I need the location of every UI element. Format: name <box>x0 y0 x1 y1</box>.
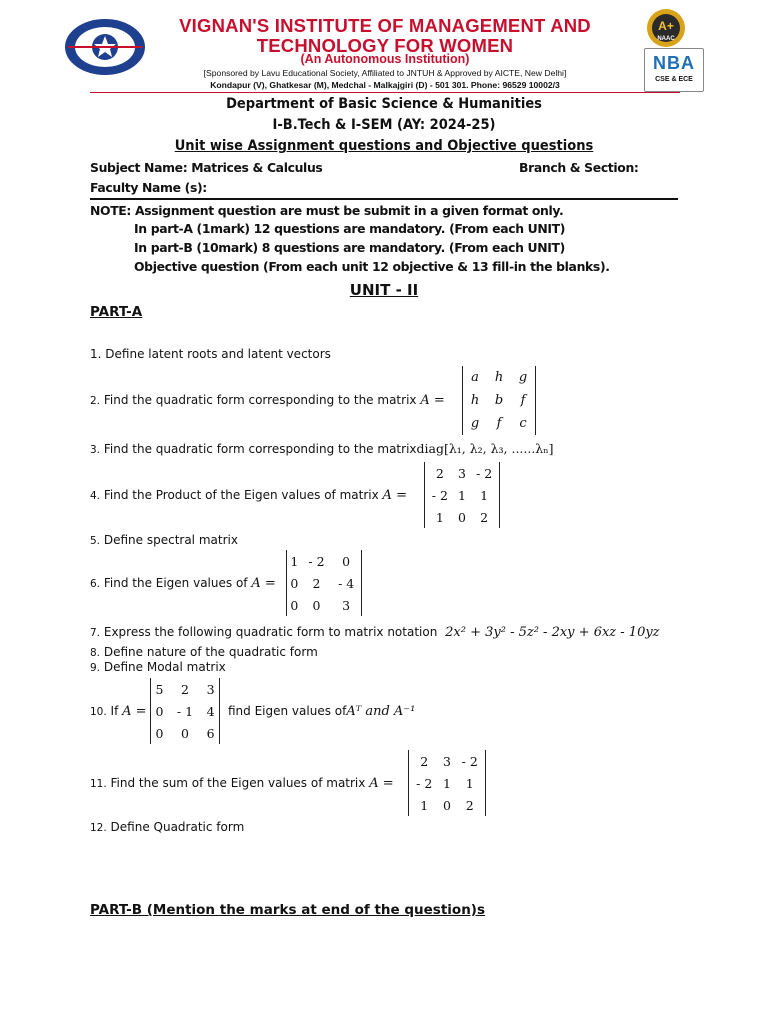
question-text: Define latent roots and latent vectors <box>105 347 331 361</box>
question-2 <box>90 393 445 408</box>
note-line-3: In part-B (10mark) 8 questions are mandatory. (From each UNIT) <box>134 240 565 255</box>
part-a-heading: PART-A <box>90 304 143 320</box>
question-8 <box>90 645 318 659</box>
naac-label-text: NAAC <box>657 36 675 42</box>
question-pre: If <box>110 704 119 718</box>
question-number: 6. <box>90 578 101 590</box>
question-number: 8. <box>90 647 101 659</box>
question-7 <box>90 625 660 640</box>
question-text: Find the quadratic form corresponding to the matrix <box>103 442 417 456</box>
question-text: find Eigen values of <box>228 704 347 718</box>
question-9 <box>90 660 226 674</box>
question-text: Express the following quadratic form to matrix notation <box>103 625 438 639</box>
question-10 <box>90 704 147 719</box>
diag-expression: diag[λ₁, λ₂, λ₃, ......λₙ] <box>416 441 554 456</box>
question-number: 7. <box>90 627 101 639</box>
part-b-heading: PART-B (Mention the marks at end of the question)s <box>90 902 486 918</box>
note-line-1: NOTE: Assignment question are must be submit in a given format only. <box>90 203 564 218</box>
question-number: 5. <box>90 535 101 547</box>
question-number: 3. <box>90 444 101 456</box>
matrix-lhs: A = <box>122 704 147 719</box>
nba-caption: CSE & ECE <box>655 76 693 83</box>
matrix-q10: 5 2 3 0 - 1 4 0 0 6 <box>150 678 220 744</box>
question-5 <box>90 533 238 547</box>
quadratic-expression: 2x² + 3y² - 5z² - 2xy + 6xz - 10yz <box>445 625 660 640</box>
question-number: 4. <box>90 490 101 502</box>
question-text: Find the quadratic form corresponding to the matrix <box>103 393 417 407</box>
question-6 <box>90 576 276 591</box>
matrix-q6: 1 - 2 0 0 2 - 4 0 0 3 <box>286 550 362 616</box>
autonomous-label: (An Autonomous Institution) <box>300 52 470 66</box>
document-title: Unit wise Assignment questions and Objective questions <box>174 138 594 154</box>
note-line-4: Objective question (From each unit 12 objective & 13 fill-in the blanks). <box>134 259 610 274</box>
note-line-2: In part-A (1mark) 12 questions are mandatory. (From each UNIT) <box>134 221 566 236</box>
transpose-inverse-expression: Aᵀ and A⁻¹ <box>346 704 416 719</box>
matrix-lhs: A = <box>420 393 445 408</box>
matrix-lhs: A = <box>251 576 276 591</box>
matrix-lhs: A = <box>369 776 394 791</box>
question-1 <box>90 347 331 361</box>
question-text: Find the Eigen values of <box>103 576 248 590</box>
header-divider <box>90 92 680 93</box>
question-text: Find the sum of the Eigen values of matrix <box>110 776 366 790</box>
question-11 <box>90 776 394 791</box>
question-12 <box>90 820 244 834</box>
naac-grade-text: A+ <box>658 19 674 33</box>
address-line: Kondapur (V), Ghatkesar (M), Medchal - Malkajgiri (D) - 501 301. Phone: 96529 10002/3 <box>210 80 560 90</box>
nba-badge <box>644 48 704 92</box>
institute-name-line2: TECHNOLOGY FOR WOMEN <box>256 35 514 56</box>
question-text: Define Quadratic form <box>110 820 245 834</box>
matrix-q4: 2 3 - 2 - 2 1 1 1 0 2 <box>424 462 500 528</box>
question-10-tail <box>228 704 415 719</box>
branch-section: Branch & Section: <box>519 160 639 175</box>
department-heading: Department of Basic Science & Humanities <box>226 96 542 112</box>
matrix-q2: a h g h b f g f c <box>462 366 536 435</box>
question-text: Define Modal matrix <box>103 660 226 674</box>
institute-name <box>150 16 620 56</box>
question-number: 2. <box>90 395 101 407</box>
program-heading: I-B.Tech & I-SEM (AY: 2024-25) <box>272 117 496 133</box>
question-text: Find the Product of the Eigen values of matrix <box>103 488 379 502</box>
question-text: Define spectral matrix <box>103 533 238 547</box>
naac-badge <box>643 8 689 48</box>
unit-heading: UNIT - II <box>349 281 419 299</box>
question-number: 10. <box>90 706 107 718</box>
question-number: 12. <box>90 822 107 834</box>
question-number: 9. <box>90 662 101 674</box>
question-number: 11. <box>90 778 107 790</box>
institute-name-line1: VIGNAN'S INSTITUTE OF MANAGEMENT AND <box>179 15 591 36</box>
question-3 <box>90 441 554 456</box>
matrix-lhs: A = <box>382 488 407 503</box>
question-number: 1. <box>90 347 102 361</box>
sponsored-line: [Sponsored by Lavu Educational Society, Affiliated to JNTUH & Approved by AICTE, New Delhi] <box>203 68 567 78</box>
institute-logo <box>62 16 148 78</box>
matrix-q11: 2 3 - 2 - 2 1 1 1 0 2 <box>408 750 486 816</box>
question-4 <box>90 488 407 503</box>
subject-name: Subject Name: Matrices & Calculus <box>90 160 323 175</box>
nba-logo-text: NBA <box>653 53 695 73</box>
question-text: Define nature of the quadratic form <box>103 645 318 659</box>
faculty-name: Faculty Name (s): <box>90 180 207 195</box>
section-divider <box>90 198 678 200</box>
